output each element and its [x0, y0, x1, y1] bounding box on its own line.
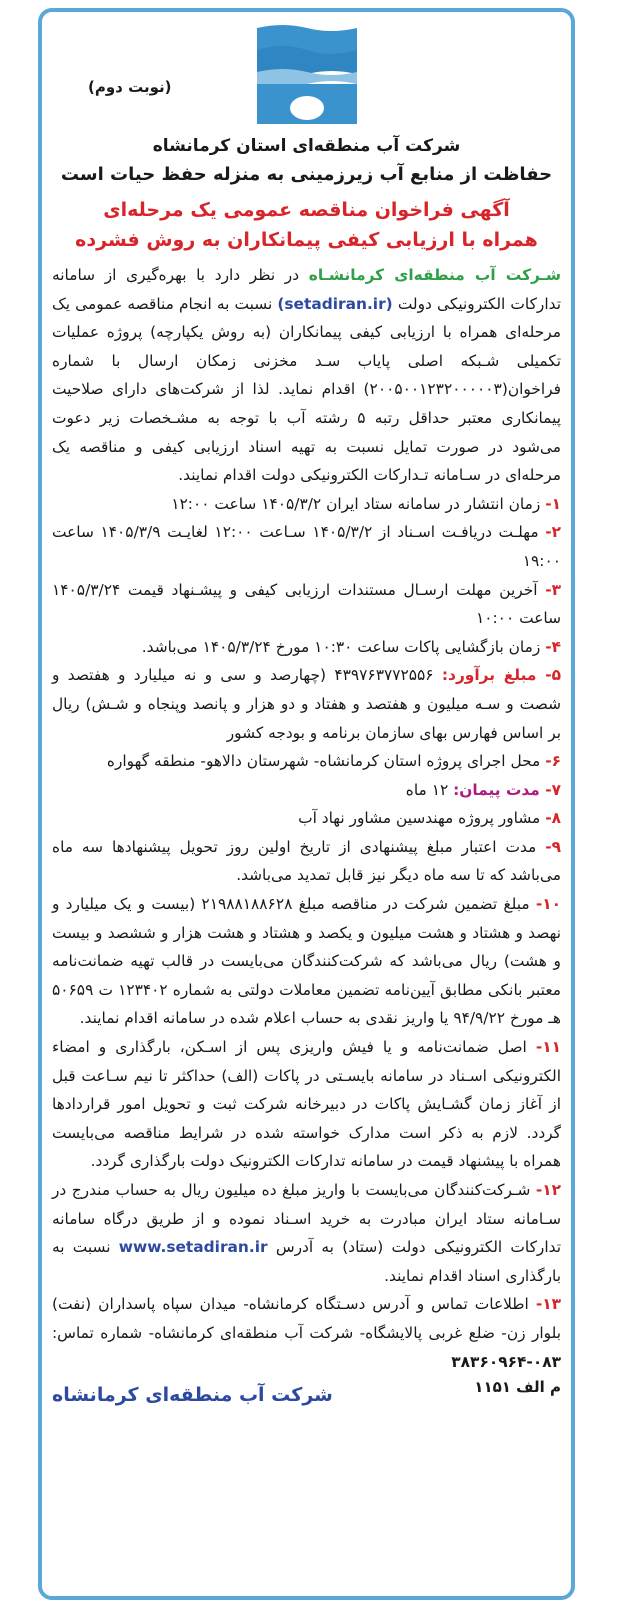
notice-body	[52, 261, 561, 1376]
item-number: ۳-	[545, 580, 561, 599]
title-line-1: آگهی فراخوان مناقصه عمومی یک مرحله‌ای	[103, 199, 510, 221]
footer-organization: شرکت آب منطقه‌ای کرمانشاه	[52, 1384, 333, 1407]
item-number: ۹-	[545, 837, 561, 856]
list-item-7	[52, 776, 561, 805]
item-text: محل اجرای پروژه استان کرمانشاه- شهرستان دالاهو- منطقه گهواره	[106, 752, 546, 771]
header-top	[52, 20, 561, 132]
notice-code: م الف ۱۱۵۱	[474, 1378, 561, 1397]
item-number: ۱۰-	[535, 895, 561, 914]
list-item-12	[52, 1176, 561, 1290]
item-text: مشاور پروژه مهندسین مشاور نهاد آب	[298, 809, 546, 828]
list-item-8	[52, 804, 561, 833]
list-item-9	[52, 833, 561, 890]
item-number: ۷-	[545, 780, 561, 799]
intro-text-1: در نظر دارد با بهره‌گیری از سامانه تدارکات الکترونیکی دولت	[52, 266, 561, 313]
item-number: ۸-	[545, 809, 561, 828]
item-number: ۱-	[545, 494, 561, 513]
notice-title	[52, 195, 561, 255]
item-text: ۴۳۹۷۶۳۷۷۲۵۵۶ (چهارصد و سی و نه میلیارد و هفتصد و شصت و سـه میلیون و هفتصد و هفتاد و دو هزار و پانصد وپنجاه و شـش) ریال بر اساس فهارس بهای سازمان برنامه و بودجه کشور	[52, 666, 561, 742]
item-text: شـرکت‌کنندگان می‌بایست با واریز مبلغ ده میلیون ریال به حساب مندرج در سـامانه ستاد ایران مبادرت به خرید اسـناد نموده و از طریق درگاه سامانه تدارکات الکترونیکی دولت (ستاد) به آدرس	[52, 1181, 561, 1257]
item-text: ۱۲ ماه	[405, 780, 454, 799]
setadiran-link[interactable]: (setadiran.ir)	[277, 294, 393, 313]
item-text: زمان انتشار در سامانه ستاد ایران ۱۴۰۵/۳/۲ ساعت ۱۲:۰۰	[171, 494, 546, 513]
list-item-4	[52, 633, 561, 662]
item-text: اطلاعات تماس و آدرس دسـتگاه کرمانشاه- میدان سپاه پاسداران (نفت) بلوار زن- ضلع غربی پالایشگاه- شرکت آب منطقه‌ای کرمانشاه- شماره تماس:	[52, 1295, 561, 1342]
setadiran-url-link[interactable]: www.setadiran.ir	[118, 1238, 268, 1257]
item-number: ۱۱-	[535, 1038, 561, 1057]
item-text: مدت اعتبار مبلغ پیشنهادی از تاریخ اولین روز تحویل پیشنهادها سه ماه می‌باشد که تا سه ماه دیگر نیز قابل تمدید می‌باشد.	[52, 837, 561, 885]
item-text: مبلغ تضمین شرکت در مناقصه مبلغ ۲۱۹۸۸۱۸۸۶۲۸ (بیست و یک میلیارد و نهصد و هشتاد و هشت میلیون و یکصد و هشتاد و هشت هزار و ششصد و بیست و هشت) ریال می‌باشد که شرکت‌کنندگان می‌بایست در قالب تهیه ضمانت‌نامه معتبر بانکی مطابق آیین‌نامه تضمین معاملات دولتی به شماره ۱۲۳۴۰۲ ت ۵۰۶۵۹ هـ مورخ ۹۴/۹/۲۲ یا واریز نقدی به حساب اعلام شده در سامانه اقدام نمایند.	[52, 895, 561, 1028]
contract-duration-label: مدت پیمان:	[453, 780, 546, 799]
item-number: ۴-	[545, 637, 561, 656]
item-text-after: نسبت به بارگذاری اسناد اقدام نمایند.	[52, 1238, 561, 1285]
item-text: آخرین مهلت ارسـال مستندات ارزیابی کیفی و پیشـنهاد قیمت ۱۴۰۵/۳/۲۴ ساعت ۱۰:۰۰	[52, 580, 561, 628]
intro-paragraph	[52, 261, 561, 490]
item-number: ۱۲-	[535, 1181, 561, 1199]
company-name: شـرکت آب منطقه‌ای کرمانشـاه	[308, 266, 561, 284]
round-label: (نوبت دوم)	[88, 78, 172, 96]
list-item-11	[52, 1033, 561, 1176]
item-number: ۲-	[545, 523, 561, 542]
list-item-3	[52, 576, 561, 633]
item-number: ۱۳-	[535, 1295, 561, 1314]
list-item-10	[52, 890, 561, 1033]
list-item-5	[52, 661, 561, 747]
item-text: زمان بازگشایی پاکات ساعت ۱۰:۳۰ مورخ ۱۴۰۵/۳/۲۴ می‌باشد.	[141, 637, 546, 656]
water-waves-logo-icon	[253, 20, 361, 128]
notice-footer	[52, 1378, 561, 1418]
item-text: اصل ضمانت‌نامه و یا فیش واریزی پس از اسـکن، بارگذاری و امضاء الکترونیکی اسـناد در سامانه بایسـتی در پاکات (الف) حداکثر تا نیم سـاعت قبل از آغاز زمان گشـایش پاکات در دبیرخانه شرکت ثبت و تحویل امور قراردادها گردد. لازم به ذکر است مدارک خواسته شده در شرایط مناقصه می‌بایست همراه با پیشنهاد قیمت در سامانه تدارکات الکترونیک دولت بارگذاری گردد.	[52, 1038, 561, 1171]
item-text: مهلـت دریافـت اسـناد از ۱۴۰۵/۳/۲ سـاعت ۱۲:۰۰ لغایـت ۱۴۰۵/۳/۹ ساعت ۱۹:۰۰	[52, 523, 561, 570]
item-number: ۵-	[545, 666, 561, 685]
motto: حفاظت از منابع آب زیرزمینی به منزله حفظ حیات است	[60, 164, 553, 185]
intro-text-2: نسبت به انجام مناقصه عمومی یک مرحله‌ای همراه با ارزیابی کیفی پیمانکاران (به روش یکپارچه) پروژه عملیات تکمیلی شـبکه اصلی پایاب سـد مخزنی زمکان ارسال با شماره فراخوان(۲۰۰۵۰۰۱۲۳۲۰۰۰۰۰۳) اقدام نماید. لذا از شرکت‌های دارای صلاحیت پیمانکاری معتبر حداقل رتبه ۵ رشته آب با توجه به مشـخصات زیر دعوت می‌شود در صورت تمایل نسبت به تهیه اسناد ارزیابی کیفی و مناقصه یک مرحله‌ای در سـامانه تـدارکات الکترونیکی دولت اقدام نمایند.	[52, 294, 561, 485]
list-item-13	[52, 1290, 561, 1376]
list-item-1	[52, 490, 561, 519]
item-number: ۶-	[545, 752, 561, 771]
title-line-2: همراه با ارزیابی کیفی پیمانکاران به روش فشرده	[75, 229, 538, 251]
estimate-label: مبلغ برآورد:	[441, 666, 546, 685]
organization-name: شرکت آب منطقه‌ای استان کرمانشاه	[152, 136, 461, 156]
list-item-2	[52, 518, 561, 575]
phone-number: ۰۸۳-۳۸۳۶۰۹۶۴	[451, 1352, 561, 1371]
list-item-6	[52, 747, 561, 776]
notice-frame	[38, 8, 575, 1600]
